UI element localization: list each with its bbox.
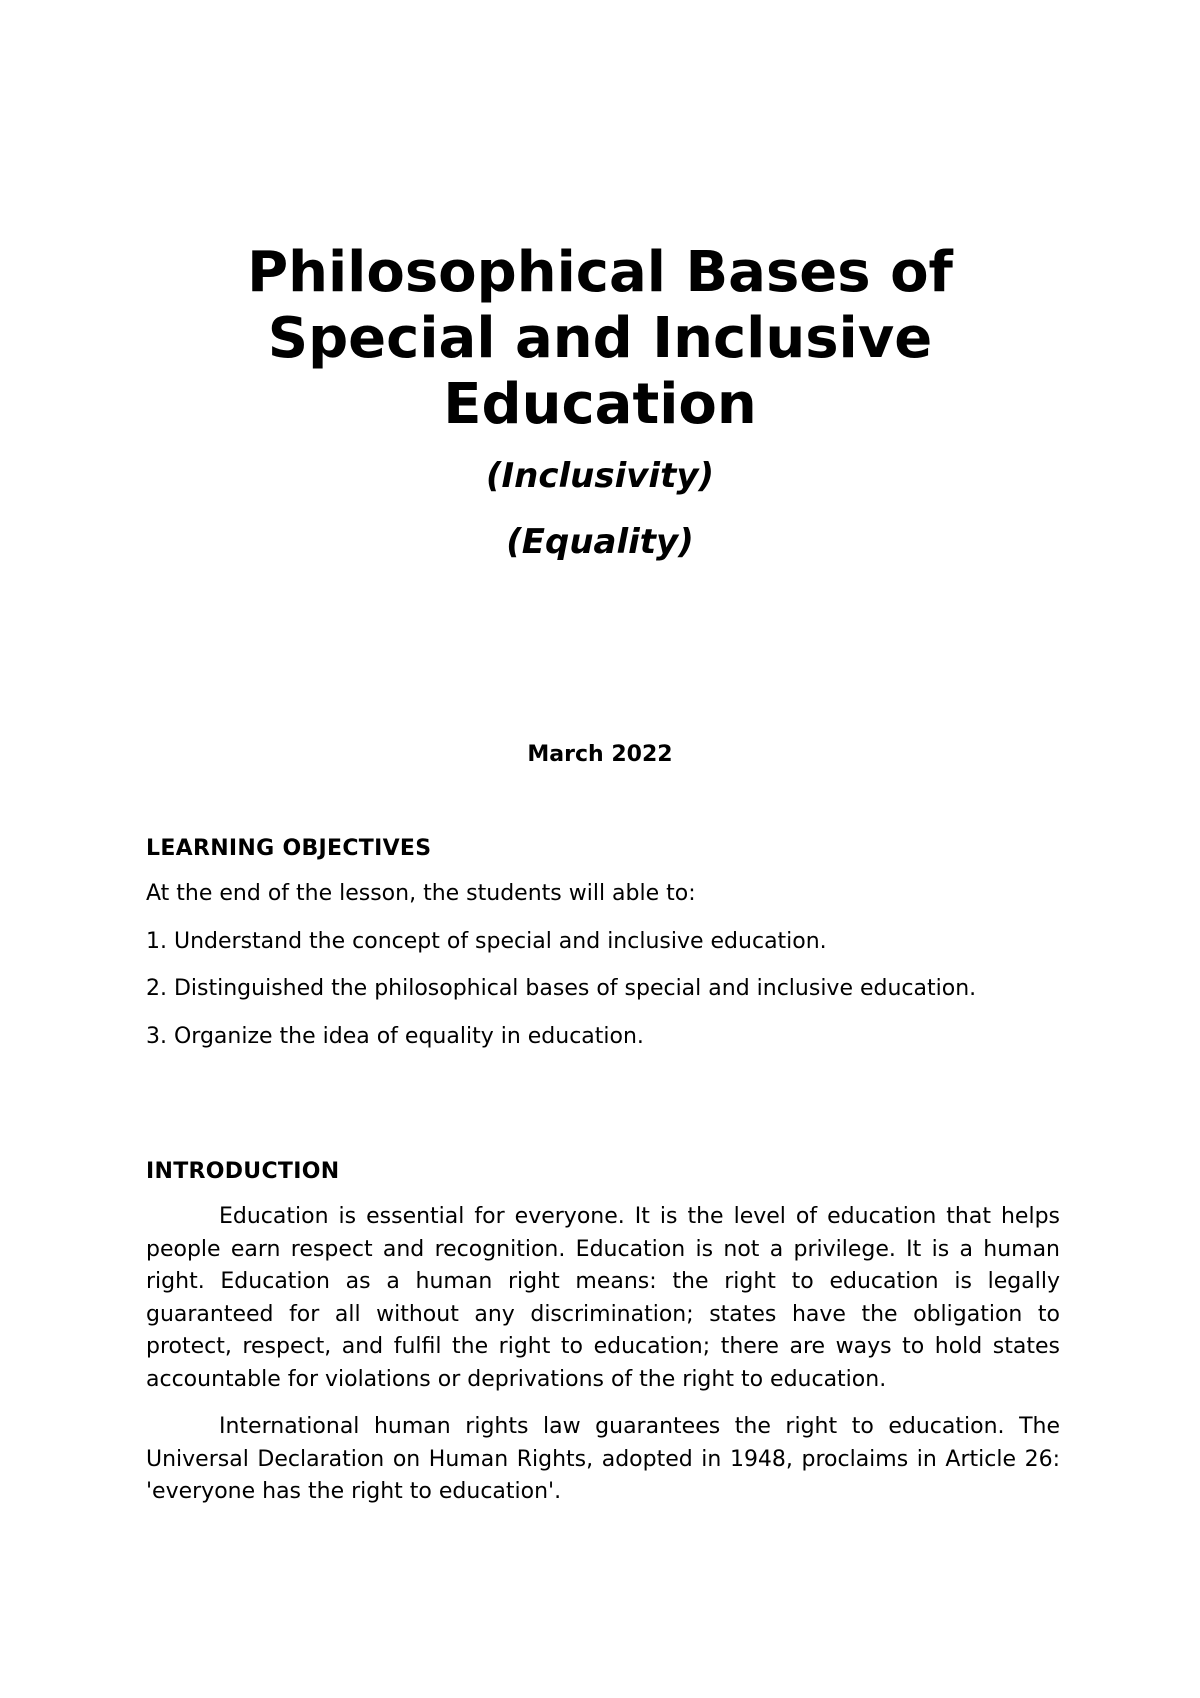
document-date: March 2022 bbox=[527, 742, 673, 767]
title-line: Education bbox=[443, 372, 757, 437]
introduction-section bbox=[146, 1157, 1060, 1524]
objective-item: 1. Understand the concept of special and inclusive education. bbox=[146, 928, 827, 954]
title-line: Special and Inclusive bbox=[267, 306, 933, 371]
title-block bbox=[0, 240, 1200, 562]
objective-item: 2. Distinguished the philosophical bases of special and inclusive education. bbox=[146, 976, 977, 1001]
subtitle-equality: (Equality) bbox=[506, 522, 694, 562]
subtitle-inclusivity: (Inclusivity) bbox=[485, 456, 715, 496]
document-title bbox=[0, 240, 1200, 438]
learning-objectives-heading: LEARNING OBJECTIVES bbox=[146, 836, 432, 861]
objectives-intro: At the end of the lesson, the students will able to: bbox=[146, 881, 696, 906]
title-line: Philosophical Bases of bbox=[247, 240, 953, 305]
introduction-paragraph: International human rights law guarantees the right to education. The Universal Declaration on Human Rights, adopted in 1948, proclaims in Article 26: 'everyone has the right to education'. bbox=[146, 1414, 1060, 1504]
introduction-heading: INTRODUCTION bbox=[146, 1159, 340, 1184]
objective-item: 3. Organize the idea of equality in education. bbox=[146, 1023, 644, 1049]
learning-objectives-section bbox=[146, 834, 1060, 1068]
introduction-paragraph: Education is essential for everyone. It is the level of education that helps people earn respect and recognition. Education is not a privilege. It is a human right. Education as a human right means: the right to education is legally guaranteed for all without any discrimination; states have the obligation to protect, respect, and fulfil the right to education; there are ways to hold states accountable for violations or deprivations of the right to education. bbox=[146, 1204, 1060, 1392]
